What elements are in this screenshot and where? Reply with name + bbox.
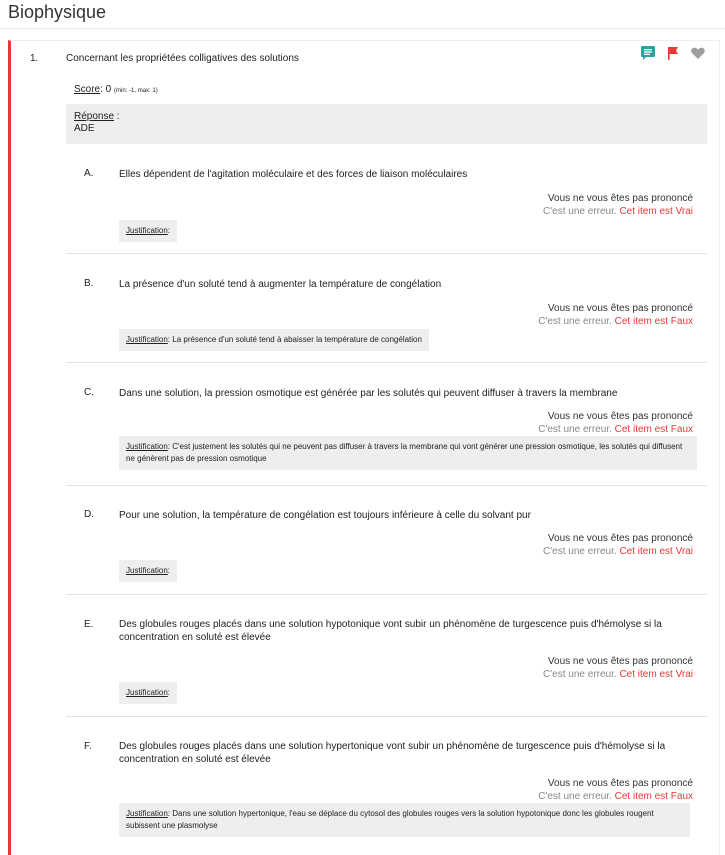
status-error: C'est une erreur. xyxy=(538,424,612,435)
status-not-answered: Vous ne vous êtes pas prononcé xyxy=(547,656,693,667)
question-actions xyxy=(640,45,706,61)
comment-icon[interactable] xyxy=(640,45,656,61)
justification-text: : xyxy=(167,688,171,697)
heart-icon[interactable] xyxy=(690,45,706,61)
item-letter: D. xyxy=(84,509,94,520)
status-error: C'est une erreur. xyxy=(538,316,612,327)
status-error: C'est une erreur. xyxy=(543,206,617,217)
item-divider xyxy=(66,253,707,254)
status-truth: Cet item est Faux xyxy=(614,424,693,435)
status-not-answered: Vous ne vous êtes pas prononcé xyxy=(547,303,693,314)
flag-icon[interactable] xyxy=(665,45,681,61)
item-letter: A. xyxy=(84,168,94,179)
item-status xyxy=(538,302,693,328)
page-title: Biophysique xyxy=(8,2,107,22)
item-letter: F. xyxy=(84,741,92,752)
status-truth: Cet item est Vrai xyxy=(619,669,693,680)
item-letter: E. xyxy=(84,619,94,630)
title-divider xyxy=(0,28,725,29)
item-status xyxy=(543,655,693,681)
justification-label: Justification xyxy=(126,809,168,818)
justification-label: Justification xyxy=(126,688,168,697)
item-statement: Des globules rouges placés dans une solution hypertonique vont subir un phénomène de turgescence puis d'hémolyse si la concentration en soluté est élevée xyxy=(119,741,666,765)
item-statement: Des globules rouges placés dans une solution hypotonique vont subir un phénomène de turgescence puis d'hémolyse si la concentration en soluté est élevée xyxy=(119,619,662,643)
status-not-answered: Vous ne vous êtes pas prononcé xyxy=(547,193,693,204)
item-statement: Elles dépendent de l'agitation moléculaire et des forces de liaison moléculaires xyxy=(119,169,468,180)
justification-box xyxy=(119,329,429,351)
status-error: C'est une erreur. xyxy=(543,669,617,680)
status-error: C'est une erreur. xyxy=(543,546,617,557)
item-statement: Dans une solution, la pression osmotique est générée par les solutés qui peuvent diffuser à travers la membrane xyxy=(119,388,618,399)
answer-value: ADE xyxy=(74,123,95,134)
score-value: : 0 xyxy=(100,84,112,95)
item-divider xyxy=(66,594,707,595)
justification-box xyxy=(119,682,177,704)
justification-box xyxy=(119,220,177,242)
justification-text: : xyxy=(167,566,171,575)
answer-box xyxy=(66,104,707,144)
item-statement: La présence d'un soluté tend à augmenter la température de congélation xyxy=(119,279,442,290)
justification-text: : Dans une solution hypertonique, l'eau se déplace du cytosol des globules rouges vers la solution hypotonique donc les globules rougent subissent une plasmolyse xyxy=(126,809,654,830)
status-truth: Cet item est Faux xyxy=(614,791,693,802)
item-divider xyxy=(66,362,707,363)
status-error: C'est une erreur. xyxy=(538,791,612,802)
item-divider xyxy=(66,716,707,717)
answer-label: Réponse xyxy=(74,111,115,122)
item-statement: Pour une solution, la température de congélation est toujours inférieure à celle du solvant pur xyxy=(119,510,531,521)
item-status xyxy=(538,777,693,803)
justification-box xyxy=(119,436,697,470)
status-truth: Cet item est Faux xyxy=(614,316,693,327)
item-status xyxy=(538,410,693,436)
justification-label: Justification xyxy=(126,566,168,575)
item-letter: C. xyxy=(84,387,94,398)
justification-box xyxy=(119,560,177,582)
justification-label: Justification xyxy=(126,226,168,235)
item-status xyxy=(543,532,693,558)
justification-label: Justification xyxy=(126,335,168,344)
item-letter: B. xyxy=(84,278,94,289)
justification-text: : La présence d'un soluté tend à abaisser la température de congélation xyxy=(167,335,422,344)
status-truth: Cet item est Vrai xyxy=(619,206,693,217)
status-not-answered: Vous ne vous êtes pas prononcé xyxy=(547,533,693,544)
justification-label: Justification xyxy=(126,442,168,451)
score-label: Score xyxy=(74,84,101,95)
question-number: 1. xyxy=(30,53,39,64)
score-line xyxy=(74,84,158,95)
justification-text: : C'est justement les solutés qui ne peuvent pas diffuser à travers la membrane qui vont générer une pression osmotique, les solutés qui diffusent ne génèrent pas de pression osmotique xyxy=(126,442,683,463)
question-text: Concernant les propriétées colligatives des solutions xyxy=(66,53,299,64)
item-status xyxy=(543,192,693,218)
status-truth: Cet item est Vrai xyxy=(619,546,693,557)
justification-box xyxy=(119,803,690,837)
score-range: (min: -1, max: 1) xyxy=(114,88,158,94)
status-not-answered: Vous ne vous êtes pas prononcé xyxy=(547,778,693,789)
answer-colon: : xyxy=(114,111,120,122)
item-divider xyxy=(66,485,707,486)
status-not-answered: Vous ne vous êtes pas prononcé xyxy=(547,411,693,422)
justification-text: : xyxy=(167,226,171,235)
